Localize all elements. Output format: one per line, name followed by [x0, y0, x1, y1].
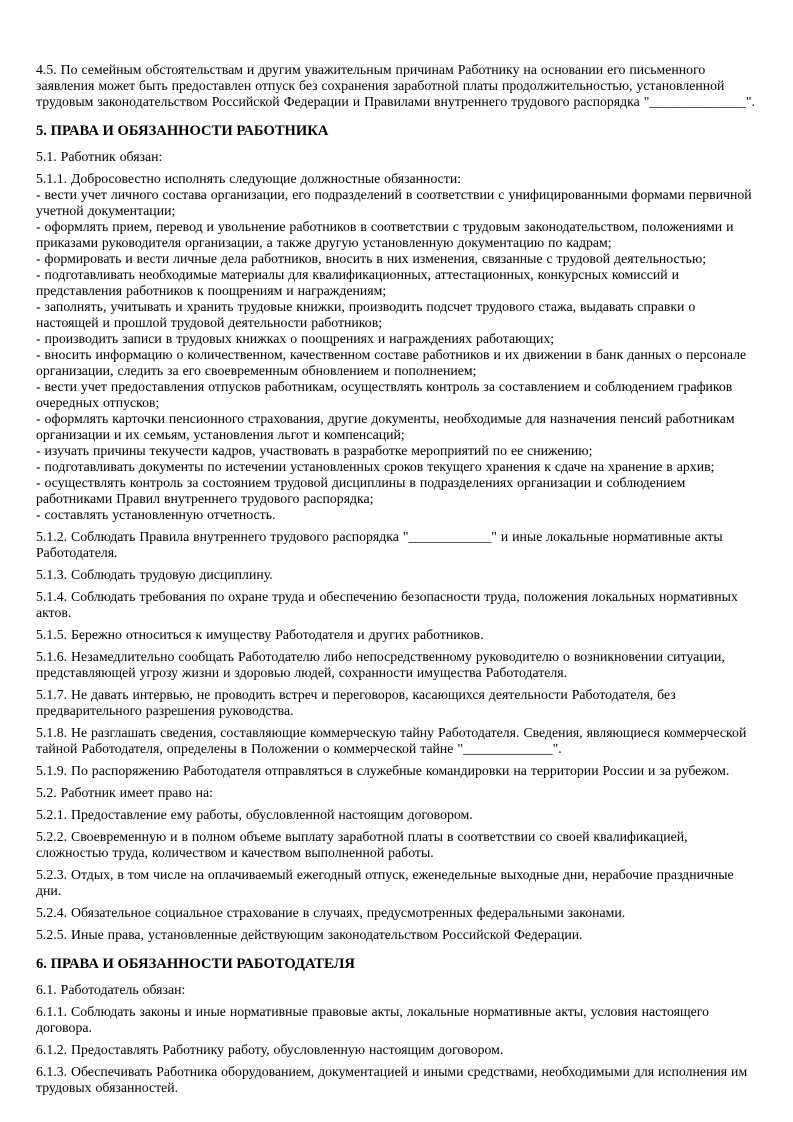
clause-6-1: 6.1. Работодатель обязан:	[36, 982, 186, 997]
duty-list-item: - заполнять, учитывать и хранить трудовые книжки, производить подсчет трудового стажа, выдавать справки о настоящей и прошлой трудовой деятельности работников;	[36, 299, 696, 330]
section-5-heading: 5. ПРАВА И ОБЯЗАННОСТИ РАБОТНИКА	[36, 123, 329, 139]
duty-list-item: - подготавливать необходимые материалы для квалификационных, аттестационных, конкурсных комиссий и представления работников к поощрениям и награждениям;	[36, 267, 679, 298]
clause-4-5: 4.5. По семейным обстоятельствам и другим уважительным причинам Работнику на основании его письменного заявления может быть предоставлен отпуск без сохранения заработной платы продолжительностью, установленной трудовым законодательством Российской Федерации и Правилами внутреннего трудового распорядка "______________".	[36, 62, 755, 109]
duty-list-item: - оформлять прием, перевод и увольнение работников в соответствии с трудовым законодательством, положениями и приказами руководителя организации, а также другую установленную документацию по кадрам;	[36, 219, 734, 250]
clause-5-2-5: 5.2.5. Иные права, установленные действующим законодательством Российской Федерации.	[36, 927, 583, 942]
clause-6-1-1: 6.1.1. Соблюдать законы и иные нормативные правовые акты, локальные нормативные акты, условия настоящего договора.	[36, 1004, 710, 1035]
clause-5-2-2: 5.2.2. Своевременную и в полном объеме выплату заработной платы в соответствии со своей квалификацией, сложностью труда, количеством и качеством выполненной работы.	[36, 829, 688, 860]
clause-5-1-8: 5.1.8. Не разглашать сведения, составляющие коммерческую тайну Работодателя. Сведения, являющиеся коммерческой тайной Работодателя, определены в Положении о коммерческой тайне "_____________".	[36, 725, 747, 756]
clause-5-1-3: 5.1.3. Соблюдать трудовую дисциплину.	[36, 567, 273, 582]
section-6-heading: 6. ПРАВА И ОБЯЗАННОСТИ РАБОТОДАТЕЛЯ	[36, 956, 355, 972]
clause-5-2-1: 5.2.1. Предоставление ему работы, обусловленной настоящим договором.	[36, 807, 473, 822]
clause-5-1-1-block	[36, 171, 760, 523]
duty-list-item: - составлять установленную отчетность.	[36, 507, 276, 522]
clause-6-1-3: 6.1.3. Обеспечивать Работника оборудованием, документацией и иными средствами, необходимыми для исполнения им трудовых обязанностей.	[36, 1064, 748, 1095]
duty-list-item: - оформлять карточки пенсионного страхования, другие документы, необходимые для назначения пенсий работникам организации и их семьям, установления льгот и компенсаций;	[36, 411, 735, 442]
duty-list-item: - подготавливать документы по истечении установленных сроков текущего хранения к сдаче на хранение в архив;	[36, 459, 715, 474]
clause-5-2: 5.2. Работник имеет право на:	[36, 785, 213, 800]
clause-5-2-3: 5.2.3. Отдых, в том числе на оплачиваемый ежегодный отпуск, еженедельные выходные дни, нерабочие праздничные дни.	[36, 867, 734, 898]
duty-list-item: - вносить информацию о количественном, качественном составе работников и их движении в банк данных о персонале организации, следить за его своевременным обновлением и пополнением;	[36, 347, 747, 378]
clause-5-1-7: 5.1.7. Не давать интервью, не проводить встреч и переговоров, касающихся деятельности Работодателя, без предварительного разрешения руководства.	[36, 687, 676, 718]
clause-5-1-4: 5.1.4. Соблюдать требования по охране труда и обеспечению безопасности труда, положения локальных нормативных актов.	[36, 589, 738, 620]
clause-5-1: 5.1. Работник обязан:	[36, 149, 163, 164]
clause-5-1-6: 5.1.6. Незамедлительно сообщать Работодателю либо непосредственному руководителю о возникновении ситуации, представляющей угрозу жизни и здоровью людей, сохранности имущества Работодателя.	[36, 649, 725, 680]
duty-list-item: - вести учет предоставления отпусков работникам, осуществлять контроль за составлением и соблюдением графиков очередных отпусков;	[36, 379, 733, 410]
clause-5-1-9: 5.1.9. По распоряжению Работодателя отправляться в служебные командировки на территории России и за рубежом.	[36, 763, 730, 778]
clause-5-1-1-intro: 5.1.1. Добросовестно исполнять следующие должностные обязанности:	[36, 171, 462, 186]
clause-5-1-2: 5.1.2. Соблюдать Правила внутреннего трудового распорядка "____________" и иные локальные нормативные акты Работодателя.	[36, 529, 723, 560]
clause-5-1-5: 5.1.5. Бережно относиться к имуществу Работодателя и других работников.	[36, 627, 484, 642]
duty-list-item: - формировать и вести личные дела работников, вносить в них изменения, связанные с трудовой деятельностью;	[36, 251, 707, 266]
duty-list-item: - вести учет личного состава организации, его подразделений в соответствии с унифицированными формами первичной учетной документации;	[36, 187, 752, 218]
duty-list-item: - осуществлять контроль за состоянием трудовой дисциплины в подразделениях организации и соблюдением работниками Правил внутреннего трудового распорядка;	[36, 475, 686, 506]
clause-6-1-2: 6.1.2. Предоставлять Работнику работу, обусловленную настоящим договором.	[36, 1042, 504, 1057]
clause-5-2-4: 5.2.4. Обязательное социальное страхование в случаях, предусмотренных федеральными законами.	[36, 905, 626, 920]
duty-list-item: - изучать причины текучести кадров, участвовать в разработке мероприятий по ее снижению;	[36, 443, 593, 458]
duty-list-item: - производить записи в трудовых книжках о поощрениях и награждениях работающих;	[36, 331, 555, 346]
